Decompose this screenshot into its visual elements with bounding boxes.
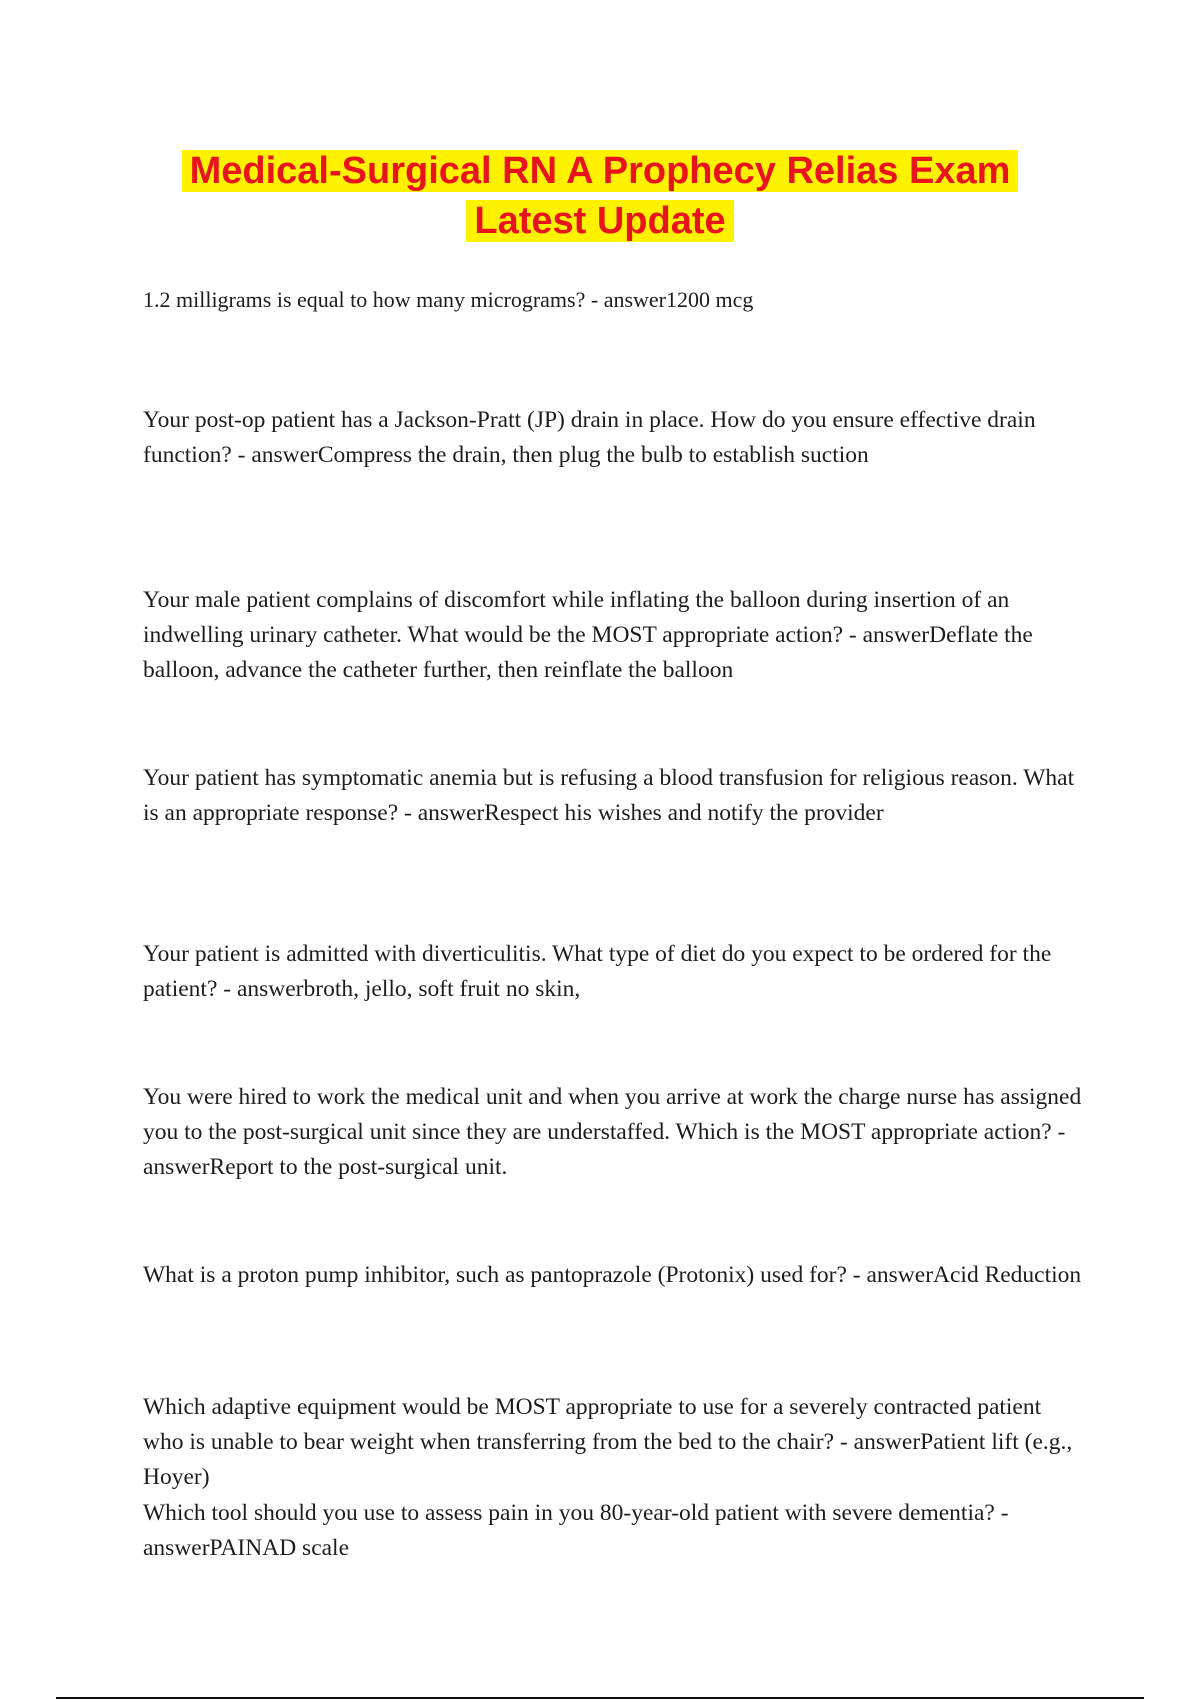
qa-item-8: Which adaptive equipment would be MOST appropriate to use for a severely contracted patient who is unable to bear weight when transferring from the bed to the chair? - answerPatient lift (e.g., Hoyer) bbox=[143, 1394, 1073, 1490]
qa-item-4: Your patient has symptomatic anemia but is refusing a blood transfusion for religious reason. What is an appropriate response? - answerRespect his wishes and notify the provider bbox=[143, 765, 1075, 826]
title-line-2: Latest Update bbox=[466, 200, 733, 242]
qa-item-5: Your patient is admitted with diverticulitis. What type of diet do you expect to be ordered for the patient? - answerbroth, jello, soft fruit no skin, bbox=[143, 941, 1052, 1002]
document-title bbox=[0, 146, 1200, 246]
title-line-1: Medical-Surgical RN A Prophecy Relias Exam bbox=[182, 150, 1019, 192]
qa-item-1: 1.2 milligrams is equal to how many micrograms? - answer1200 mcg bbox=[143, 287, 754, 312]
qa-item-2: Your post-op patient has a Jackson-Pratt (JP) drain in place. How do you ensure effective drain function? - answerCompress the drain, then plug the bulb to establish suction bbox=[143, 407, 1036, 468]
qa-item-9: Which tool should you use to assess pain in you 80-year-old patient with severe dementia? - answerPAINAD scale bbox=[143, 1500, 1009, 1561]
qa-item-6: You were hired to work the medical unit and when you arrive at work the charge nurse has assigned you to the post-surgical unit since they are understaffed. Which is the MOST appropriate action? - answerReport to the post-surgical unit. bbox=[143, 1084, 1082, 1180]
qa-item-3: Your male patient complains of discomfort while inflating the balloon during insertion of an indwelling urinary catheter. What would be the MOST appropriate action? - answerDeflate the balloon, advance the catheter further, then reinflate the balloon bbox=[143, 587, 1033, 683]
qa-item-7: What is a proton pump inhibitor, such as pantoprazole (Protonix) used for? - answerAcid Reduction bbox=[143, 1262, 1082, 1288]
footer-rule bbox=[56, 1697, 1144, 1699]
